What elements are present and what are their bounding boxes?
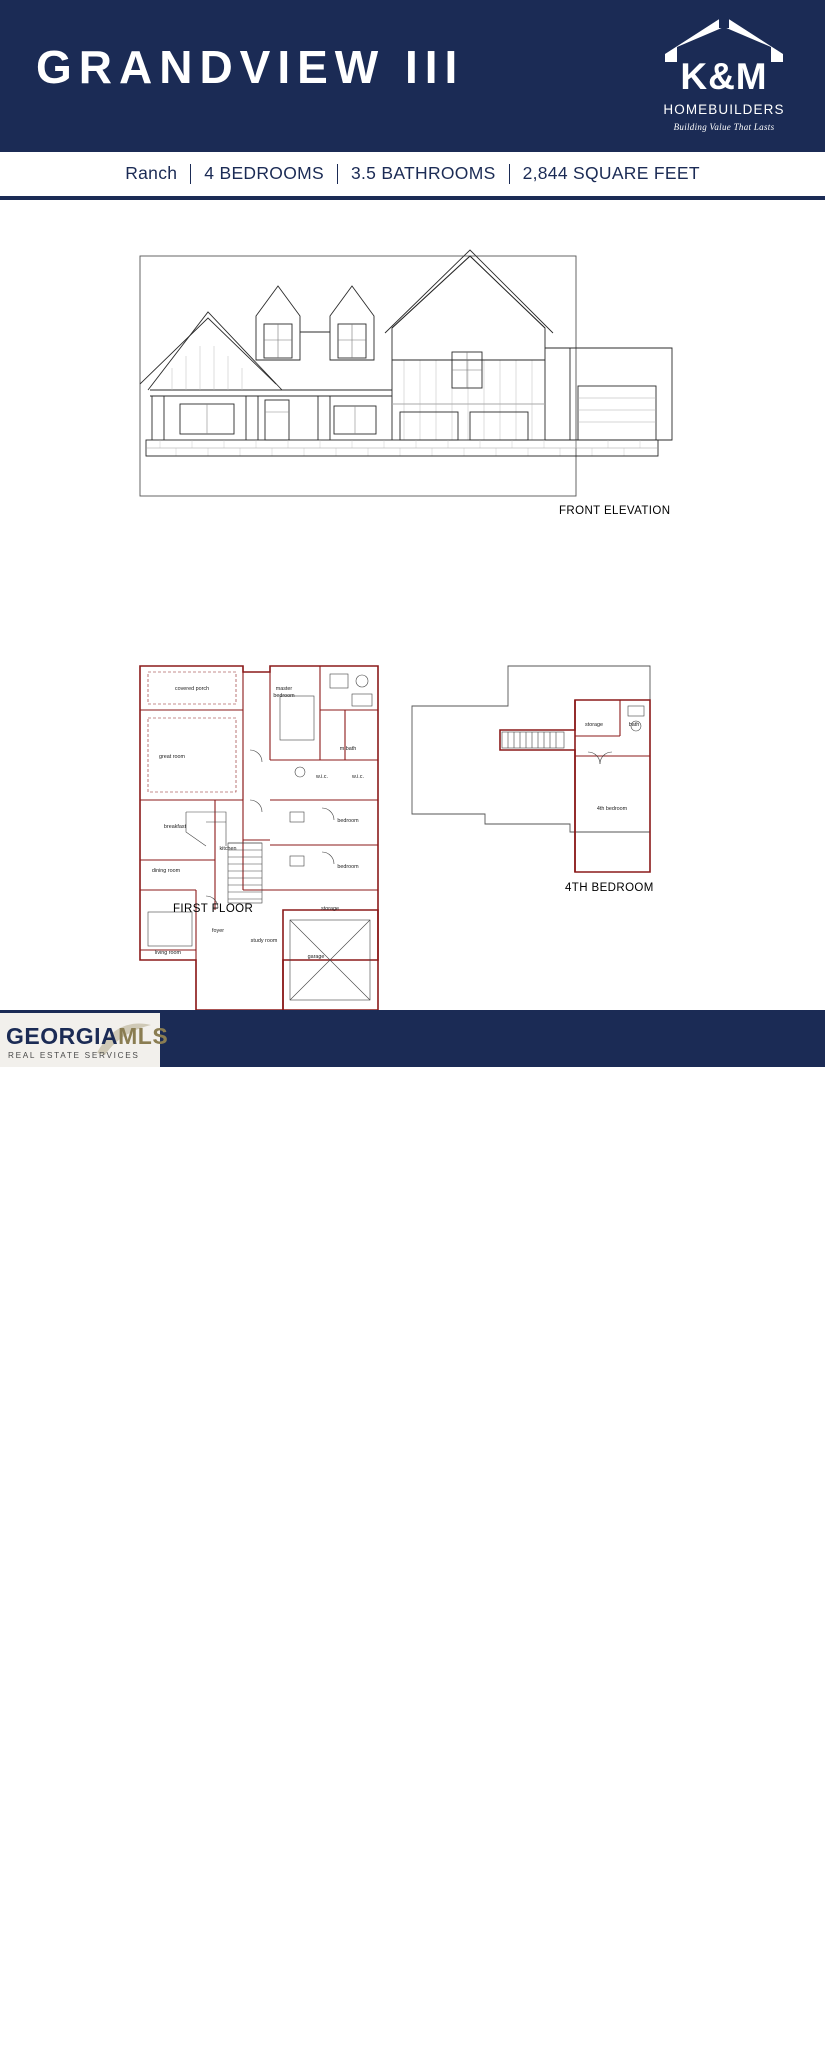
spec-bedrooms: 4 BEDROOMS — [204, 163, 324, 183]
room-label-bonus-bath: bath — [628, 722, 640, 728]
fourth-bedroom-plan-drawing — [0, 560, 825, 1080]
drawings-area — [0, 200, 825, 1010]
page-title: GRANDVIEW III — [36, 41, 465, 93]
km-homebuilders-logo — [659, 14, 789, 140]
mls-subtitle: REAL ESTATE SERVICES — [8, 1051, 140, 1060]
room-label-study-room: study room — [250, 938, 278, 944]
front-elevation-caption: FRONT ELEVATION — [559, 505, 671, 517]
room-label-wic-2: w.i.c. — [352, 774, 364, 780]
room-label-bedroom-3: bedroom — [337, 864, 359, 870]
room-label-foyer: foyer — [212, 928, 224, 934]
room-label-bedroom-2: bedroom — [337, 818, 359, 824]
mls-word-mls: MLS — [118, 1023, 169, 1049]
room-label-dining-room: dining room — [151, 868, 181, 874]
first-floor-caption: FIRST FLOOR — [173, 903, 254, 915]
room-label-garage: garage — [307, 954, 325, 960]
logo-subtitle: HOMEBUILDERS — [663, 102, 785, 117]
disclaimer-text — [165, 2032, 725, 2058]
logo-tagline: Building Value That Lasts — [673, 122, 775, 132]
disclaimer-line-2-text: actual square footage may differ. — [351, 2046, 490, 2057]
room-label-4th-bedroom: 4th bedroom — [596, 806, 628, 812]
georgia-mls-logo — [0, 1013, 169, 1067]
room-label-great-room: great room — [158, 754, 186, 760]
spec-bar — [0, 152, 825, 195]
disclaimer-line-2 — [165, 2045, 725, 2058]
room-label-covered-porch: covered porch — [174, 686, 210, 692]
room-label-master-bedroom: master — [275, 686, 293, 692]
disclaimer-date: 11.18.24 — [502, 2046, 539, 2057]
disclaimer-line-1: plans and elevations are subject to change. Square Footage and plan dimensions shown approximate measurements; — [196, 2033, 694, 2044]
room-label-mbath: m.bath — [339, 746, 357, 752]
room-label-storage: storage — [321, 906, 339, 912]
fourth-bedroom-caption: 4TH BEDROOM — [565, 882, 654, 894]
room-label-bonus-storage: storage — [585, 722, 603, 728]
spec-style: Ranch — [125, 163, 178, 183]
spec-square-feet: 2,844 SQUARE FEET — [522, 163, 700, 183]
mls-wordmark — [6, 1023, 168, 1050]
room-label-living-room: living room — [154, 950, 182, 956]
room-label-master-bedroom-2: bedroom — [273, 693, 295, 699]
room-label-wic-1: w.i.c. — [316, 774, 328, 780]
logo-initials: K&M — [680, 56, 768, 97]
mls-word-georgia: GEORGIA — [6, 1023, 119, 1049]
room-label-breakfast: breakfast — [163, 824, 187, 830]
spec-bathrooms: 3.5 BATHROOMS — [350, 163, 496, 183]
room-label-kitchen: kitchen — [219, 846, 237, 852]
front-elevation-drawing — [0, 200, 825, 540]
page-header — [0, 0, 825, 152]
